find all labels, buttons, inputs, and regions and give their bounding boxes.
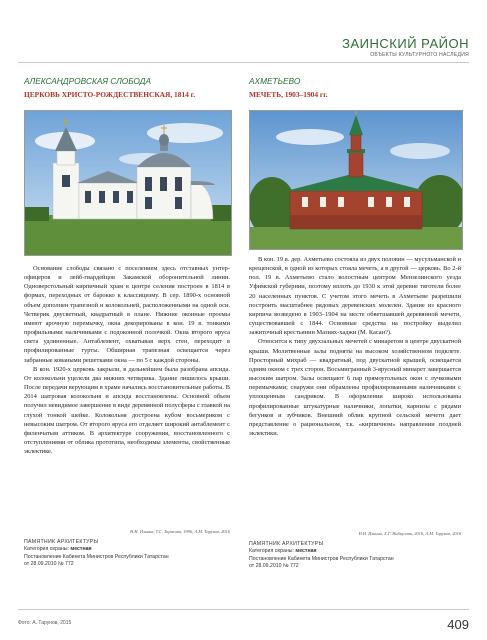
protection-category-label: Категория охраны: <box>249 548 294 555</box>
right-monument-info <box>249 541 461 570</box>
protection-category <box>249 548 461 555</box>
church-photo <box>24 110 232 256</box>
right-body-text <box>249 255 461 438</box>
page-number: 409 <box>447 617 469 632</box>
protection-category-value: местная <box>295 548 317 555</box>
header-divider <box>18 62 469 63</box>
left-body-text <box>24 264 230 456</box>
decree: Постановление Кабинета Министров Республики Татарстан <box>24 553 169 560</box>
region-title: ЗАИНСКИЙ РАЙОН <box>342 36 469 51</box>
footer-divider <box>18 609 469 610</box>
left-place-name: АЛЕКСАНДРОВСКАЯ СЛОБОДА <box>24 76 151 86</box>
right-paragraph: В кон. 19 в. дер. Ахметьево состояла из двух половин — мусульманской и крещенской, в одной из которых стояла мечеть, а в другой — церковь. Во 2-й пол. 19 в. Ахметьево стало волостным центром Мензелинского уезда Уфимской губернии, поэтому вплоть до 1930 к этой деревне тяготели более 20 населенных пунктов. С учетом этого мечеть в Ахметьеве разрешили построить масштабнее рядовых деревенских молелен. Здание из красного кирпича возведено в 1903–1904 на месте обветшавшей деревянной мечети, существовавшей с 1844. Основные средства на постройку выделил зажиточный крестьянин Мазиях-хаджи (М. Касан?). <box>249 256 461 337</box>
photo-credit: Фото: А. Тарунов, 2015 <box>18 620 72 626</box>
decree: Постановление Кабинета Министров Республики Татарстан <box>249 555 394 562</box>
protection-category <box>24 546 230 553</box>
region-subtitle: ОБЪЕКТЫ КУЛЬТУРНОГО НАСЛЕДИЯ <box>370 52 469 58</box>
left-monument-info <box>24 539 230 568</box>
left-paragraph: Основание слободы связано с поселением здесь отставных унтер-офицеров и лейб-гвардейцов Закамской оборонительной линии. Одноверстольный кирпичный храм в центре селения построен в 1814 в формах, переходных от барокко к классицизму. В сер. 1890-х основной объем дополнен трапезной и колокольней, расположенными на одной оси. Четверик двусветный, квадратный в плане. Нижние оконные проемы имеют арочную перемычку, окна декорированы в кон. 19 в. тонкими профильными наличниками с подоконной полочкой. Окна второго яруса света удлиненные. Антаблемент, охватывая верх стен, переходит в профилированные гурты. Обширная трапезная освещается через забранные коваными решетками окна — по 5 с каждой стороны. <box>24 265 230 364</box>
monument-type: ПАМЯТНИК АРХИТЕКТУРЫ <box>24 539 99 545</box>
mosque-illustration <box>250 111 462 249</box>
monument-type: ПАМЯТНИК АРХИТЕКТУРЫ <box>249 541 324 547</box>
left-credit: Н.Н. Ильина, Т.С. Тарасова, 1996; А.М. Тарунов, 2016 <box>130 529 230 534</box>
left-heading: ЦЕРКОВЬ ХРИСТО-РОЖДЕСТВЕНСКАЯ, 1814 г. <box>24 90 196 99</box>
right-paragraph: Относится к типу двухзальных мечетей с минаретом в центре двускатной крыши. Молитвенные залы подняты на высоком хозяйственном подклете. Просторный михраб — квадратный, под двускатной крышей, освещается одним окном с трех сторон. Восьмигранный 3-ярусный минарет завершается высоким шатром. Залы освещают 6 пар прямоугольных окон с лучковыми перемычками; снаружи они обрамлены профилированными наличниками с уплощенным сандриком. В оформлении широко использованы профилированные штукатурные наличники, лопатки, карнизы с рядами бегунков и зубчиков. Внешний облик крупной сельской мечети дает представление о рациональном, т.к. «кирпичном» направлении поздней эклектики. <box>249 338 461 437</box>
protection-category-value: местная <box>70 546 92 553</box>
decree-date: от 28.09.2010 № 772 <box>249 562 299 569</box>
right-credit: Н.Н. Ильина, Х.Г. Набиуллин, 2016; А.М. Тарунов, 2016 <box>358 531 461 536</box>
left-paragraph: В кон. 1920-х церковь закрыли, в дальнейшем была разобрана апсида. От колокольни уцелели два нижних четверика. Здание лишилось крыши. После передачи верующим в храме начались восстановительные работы. В 2014 шатровая колокольня и апсида восстановлены. Основной объем получил невидимое завершение в виде деревянной полусферы с главкой на глухой тонкой шейке. Колокольня достроена кубом восьмериком с невысоким шатром. От второго яруса его отделяет широкий антаблемент с филенчатым аттиком. В архитектуре сооружения, восстановленного с отступлениями от облика прототипа, необходимы элементы, свойственные эклектике. <box>24 365 230 456</box>
protection-category-label: Категория охраны: <box>24 546 69 553</box>
mosque-photo <box>249 110 463 250</box>
church-illustration <box>25 111 231 255</box>
decree-date: от 28.09.2010 № 772 <box>24 560 74 567</box>
right-place-name: АХМЕТЬЕВО <box>249 76 301 86</box>
right-heading: МЕЧЕТЬ, 1903–1904 гг. <box>249 90 328 99</box>
